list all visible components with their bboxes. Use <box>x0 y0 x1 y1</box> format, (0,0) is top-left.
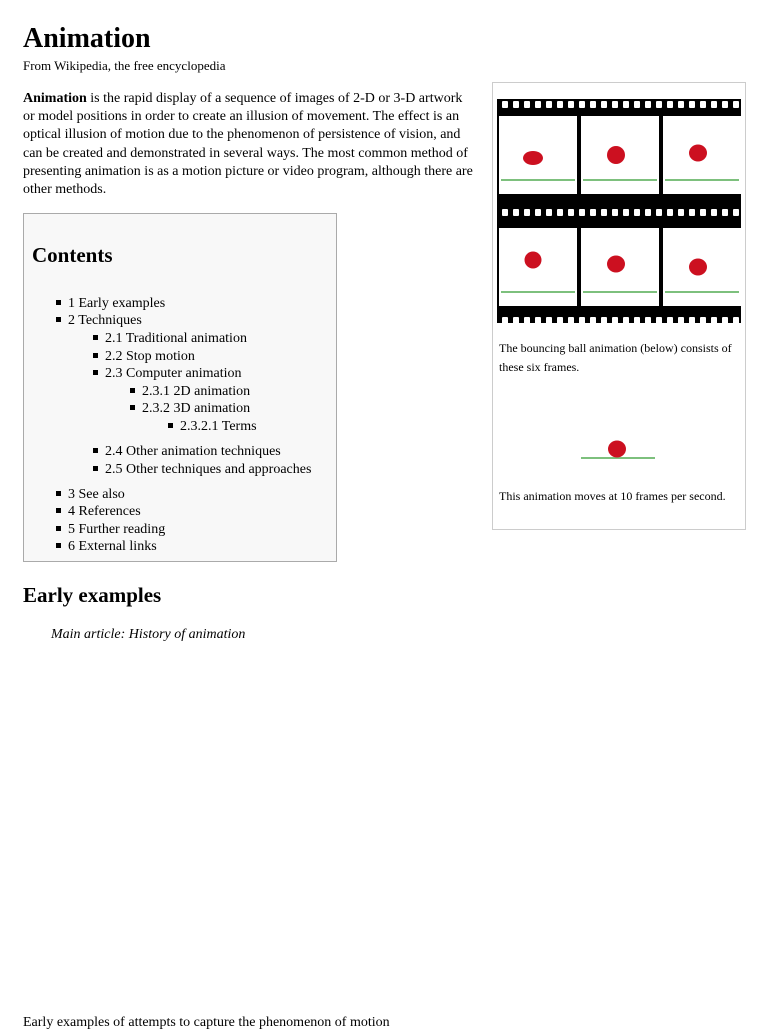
toc-item[interactable] <box>56 521 165 539</box>
film-sprocket-hole <box>689 209 695 216</box>
toc-item[interactable] <box>93 461 311 479</box>
page-title: Animation <box>23 23 151 54</box>
bullet-icon <box>56 317 61 322</box>
film-sprocket-hole <box>579 101 585 108</box>
film-sprocket-hole <box>502 101 508 108</box>
bullet-icon <box>56 508 61 513</box>
toc-item[interactable] <box>56 295 165 313</box>
film-frame <box>499 228 577 306</box>
toc-item[interactable] <box>56 312 142 330</box>
film-sprocket-hole <box>623 101 629 108</box>
toc-item[interactable] <box>93 330 247 348</box>
frame-ball <box>689 145 707 162</box>
bullet-icon <box>93 466 98 471</box>
bullet-icon <box>93 353 98 358</box>
film-sprocket-hole <box>546 101 552 108</box>
film-sprocket-hole <box>502 317 508 323</box>
toc-item[interactable] <box>56 503 141 521</box>
film-sprocket-hole <box>513 101 519 108</box>
film-sprocket-hole <box>634 101 640 108</box>
film-sprocket-hole <box>689 317 695 323</box>
film-sprocket-hole <box>557 101 563 108</box>
film-sprocket-hole <box>568 317 574 323</box>
film-sprocket-hole <box>656 317 662 323</box>
main-article-link[interactable]: Main article: History of animation <box>51 627 246 642</box>
film-sprocket-hole <box>623 317 629 323</box>
bullet-icon <box>168 423 173 428</box>
toc-item-label: 5 Further reading <box>68 522 166 537</box>
film-sprocket-hole <box>700 101 706 108</box>
film-sprocket-hole <box>513 209 519 216</box>
film-sprocket-hole <box>535 101 541 108</box>
film-sprocket-hole <box>711 101 717 108</box>
toc-item-label: 6 External links <box>68 539 157 554</box>
film-sprocket-hole <box>557 209 563 216</box>
film-sprocket-hole <box>601 101 607 108</box>
bouncing-ball-animation <box>579 438 655 462</box>
toc-item[interactable] <box>56 538 157 556</box>
film-sprocket-hole <box>568 209 574 216</box>
bullet-icon <box>93 335 98 340</box>
film-sprocket-hole <box>546 317 552 323</box>
film-sprocket-hole <box>645 317 651 323</box>
film-sprocket-hole <box>579 209 585 216</box>
toc-item-label: 2.3.1 2D animation <box>142 384 251 399</box>
film-sprocket-hole <box>722 101 728 108</box>
frame-ball <box>523 151 543 165</box>
film-sprocket-hole <box>678 209 684 216</box>
toc-item-label: 2 Techniques <box>68 313 142 328</box>
film-sprocket-hole <box>711 317 717 323</box>
toc-item-label: 2.4 Other animation techniques <box>105 444 281 459</box>
toc-item-label: 2.1 Traditional animation <box>105 331 247 346</box>
frame-ball <box>607 256 625 273</box>
toc-item-label: 4 References <box>68 504 141 519</box>
film-strip-image <box>497 99 741 323</box>
frame-ball <box>689 259 707 276</box>
film-sprocket-hole <box>612 317 618 323</box>
frame-ball <box>525 252 542 269</box>
film-sprocket-hole <box>700 209 706 216</box>
film-sprocket-hole <box>623 209 629 216</box>
table-of-contents <box>23 213 337 562</box>
film-sprocket-hole <box>590 317 596 323</box>
film-sprocket-hole <box>513 317 519 323</box>
film-sprocket-hole <box>722 209 728 216</box>
bullet-icon <box>56 526 61 531</box>
film-sprocket-hole <box>524 101 530 108</box>
film-sprocket-hole <box>612 209 618 216</box>
film-sprocket-hole <box>535 317 541 323</box>
film-sprocket-hole <box>634 209 640 216</box>
bullet-icon <box>93 370 98 375</box>
film-sprocket-hole <box>568 101 574 108</box>
toc-title: Contents <box>32 243 113 267</box>
infobox-caption-animation: This animation moves at 10 frames per second. <box>499 489 726 503</box>
bullet-icon <box>56 300 61 305</box>
toc-item-label: 1 Early examples <box>68 296 166 311</box>
film-sprocket-hole <box>524 209 530 216</box>
toc-item[interactable] <box>168 418 257 436</box>
film-sprocket-hole <box>667 209 673 216</box>
bullet-icon <box>93 448 98 453</box>
bullet-icon <box>56 543 61 548</box>
intro-text: is the rapid display of a sequence of images of 2-D or 3-D artwork or model positions in order to create an illusion of movement. The effect is an optical illusion of motion due to the phenomenon of persistence of vision, and can be created and demonstrated in several ways. The most common method of presenting animation is as a motion picture or video program, although there are other methods. <box>23 91 473 198</box>
film-sprocket-hole <box>645 101 651 108</box>
film-sprocket-hole <box>722 317 728 323</box>
toc-item[interactable] <box>130 383 250 401</box>
film-sprocket-hole <box>667 317 673 323</box>
film-sprocket-hole <box>689 101 695 108</box>
film-sprocket-hole <box>733 317 739 323</box>
film-sprocket-hole <box>656 209 662 216</box>
toc-item[interactable] <box>93 443 281 461</box>
frame-ball <box>607 146 625 164</box>
film-sprocket-hole <box>601 209 607 216</box>
film-sprocket-hole <box>502 209 508 216</box>
toc-item[interactable] <box>56 486 125 504</box>
animation-ball <box>608 441 626 458</box>
intro-paragraph <box>23 90 473 199</box>
bullet-icon <box>130 405 135 410</box>
film-sprocket-hole <box>700 317 706 323</box>
film-sprocket-hole <box>546 209 552 216</box>
film-sprocket-hole <box>733 209 739 216</box>
film-sprocket-hole <box>667 101 673 108</box>
section-heading-early-examples: Early examples <box>23 583 162 607</box>
toc-item[interactable] <box>93 348 195 366</box>
toc-item-label: 2.3.2.1 Terms <box>180 419 257 434</box>
film-sprocket-hole <box>535 209 541 216</box>
toc-item-label: 2.3.2 3D animation <box>142 401 251 416</box>
intro-bold-term: Animation <box>23 91 87 106</box>
toc-item-label: 2.3 Computer animation <box>105 366 242 381</box>
toc-item-label: 3 See also <box>68 487 125 502</box>
film-sprocket-hole <box>590 101 596 108</box>
film-sprocket-hole <box>612 101 618 108</box>
film-sprocket-hole <box>524 317 530 323</box>
toc-item-label: 2.5 Other techniques and approaches <box>105 462 312 477</box>
early-examples-first-line: Early examples of attempts to capture the phenomenon of motion <box>23 1015 390 1030</box>
film-sprocket-hole <box>711 209 717 216</box>
film-sprocket-hole <box>590 209 596 216</box>
film-sprocket-hole <box>733 101 739 108</box>
bullet-icon <box>56 491 61 496</box>
page-tagline: From Wikipedia, the free encyclopedia <box>23 58 226 73</box>
infobox-caption-frames: The bouncing ball animation (below) consists of these six frames. <box>499 341 732 374</box>
film-sprocket-hole <box>656 101 662 108</box>
toc-item[interactable] <box>93 365 241 383</box>
film-sprocket-hole <box>645 209 651 216</box>
bullet-icon <box>130 388 135 393</box>
toc-item[interactable] <box>130 400 250 418</box>
film-sprocket-hole <box>557 317 563 323</box>
film-sprocket-hole <box>601 317 607 323</box>
toc-item-label: 2.2 Stop motion <box>105 349 195 364</box>
infobox <box>492 82 746 530</box>
film-sprocket-hole <box>678 101 684 108</box>
film-sprocket-hole <box>634 317 640 323</box>
film-sprocket-hole <box>579 317 585 323</box>
film-sprocket-hole <box>678 317 684 323</box>
